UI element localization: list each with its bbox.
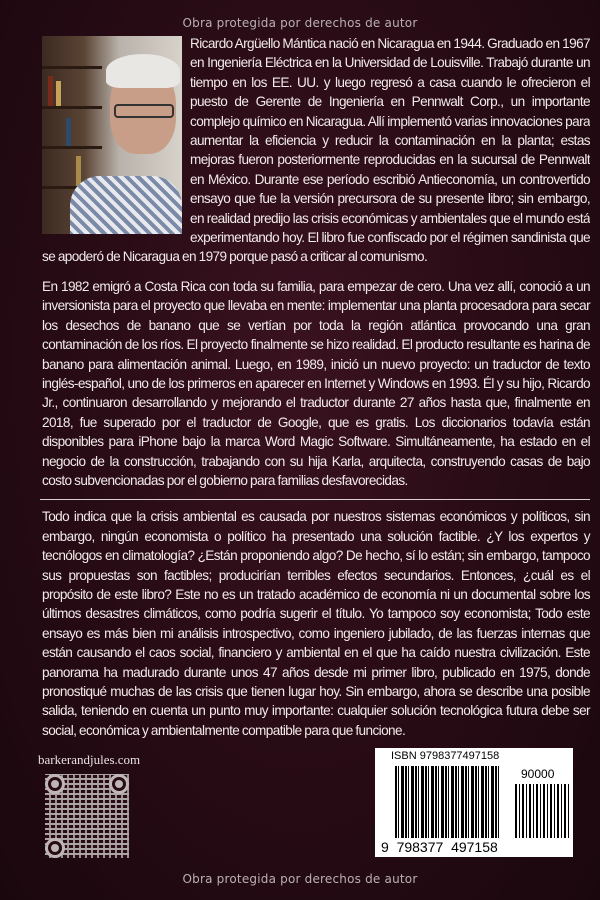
bio-text: Ricardo Argüello Mántica nació en Nicaragua en 1944. Graduado en 1967 en Ingeniería Eléctrica en la Universidad de Louisville. Trabajó durante un tiempo en los EE. UU. y luego regresó a casa cuando le ofrecieron el puesto de Gerente de Ingeniería en Pennwalt Corp., un importante complejo químico en Nicaragua. Allí implementó varias innovaciones para aumentar la eficiencia y reducir la contaminación en la planta; estas mejoras fueron posteriormente reproducidas en la sucursal de Pennwalt en México. Durante ese período escribió Antieconomía, un controvertido ensayo que fue la versión precursora de su presente libro; sin embargo, en realidad predijo las crisis económicas y ambientales que el mundo está experimentando hoy. El libro fue confiscado por el régimen sandinista que se apoderó de Nicaragua en 1979 porque pasó a criticar al comunismo.: [42, 36, 590, 265]
barcode-digit-group2: 497158: [451, 839, 498, 856]
author-bio-paragraph: [42, 34, 590, 267]
copyright-watermark-top: Obra protegida por derechos de autor: [182, 16, 418, 30]
book-synopsis-paragraph: Todo indica que la crisis ambiental es causada por nuestros sistemas económicos y políticos, sin embargo, ningún economista o político ha presentado una solución factible. ¿Y los expertos y tecnólogos en climatología? ¿Están proponiendo algo? De hecho, sí lo están; sin embargo, tampoco sus propuestas son factibles; producirían terribles efectos secundarios. Entonces, ¿cuál es el propósito de este libro? Este no es un tratado académico de economía ni un documental sobre los últimos desastres climáticos, como podría sugerir el título. Yo tampoco soy economista; Todo este ensayo es más bien mi análisis introspectivo, como ingeniero jubilado, de las fuerzas internas que están causando el caos social, financiero y ambiental en el que ha caído nuestra civilización. Este panorama ha madurado durante unos 47 años desde mi primer libro, publicado en 1975, donde pronostiqué muchas de las crisis que tienen lugar hoy. Sin embargo, ahora se describe una posible salida, teniendo en cuenta un punto muy importante: cualquier solución tecnológica futura debe ser social, económica y ambientalmente compatible para que funcione.: [42, 509, 590, 738]
author-career-paragraph: En 1982 emigró a Costa Rica con toda su familia, para empezar de cero. Una vez allí, conoció a un inversionista para el proyecto que llevaba en mente: implementar una planta procesadora para secar los desechos de banano que se vertían por toda la región atlántica provocando una gran contaminación de los ríos. El proyecto finalmente se hizo realidad. El producto resultante es harina de banano para alimentación animal. Luego, en 1989, inició un nuevo proyecto: un traductor de texto inglés-español, uno de los primeros en aparecer en Internet y Windows en 1993. Él y su hijo, Ricardo Jr., continuaron desarrollando y mejorando el traductor durante 27 años hasta que, finalmente en 2018, fue superado por el traductor de Google, que es gratis. Los diccionarios todavía están disponibles para iPhone bajo la marca Word Magic Software. Simultáneamente, ha estado en el negocio de la construcción, trabajando con su hija Karla, arquitecta, construyendo casas de bajo costo subvencionadas por el gobierno para familias desfavorecidas.: [42, 278, 590, 488]
barcode-digit-group1: 798377: [396, 839, 444, 856]
addon-barcode-bars: [515, 784, 569, 838]
back-cover-footer: [38, 748, 590, 866]
section-divider: [40, 499, 590, 500]
copyright-watermark-bottom: Obra protegida por derechos de autor: [182, 872, 418, 887]
isbn-label: ISBN 9798377497158: [391, 750, 500, 763]
barcode-digits: [379, 839, 500, 855]
qr-code[interactable]: [45, 774, 129, 858]
publisher-website[interactable]: barkerandjules.com: [38, 752, 141, 768]
isbn-barcode: [375, 748, 573, 857]
barcode-bars: [395, 766, 501, 838]
price-code: 90000: [521, 767, 555, 782]
author-photo: [42, 36, 182, 234]
barcode-digit-first: 9: [381, 839, 389, 856]
